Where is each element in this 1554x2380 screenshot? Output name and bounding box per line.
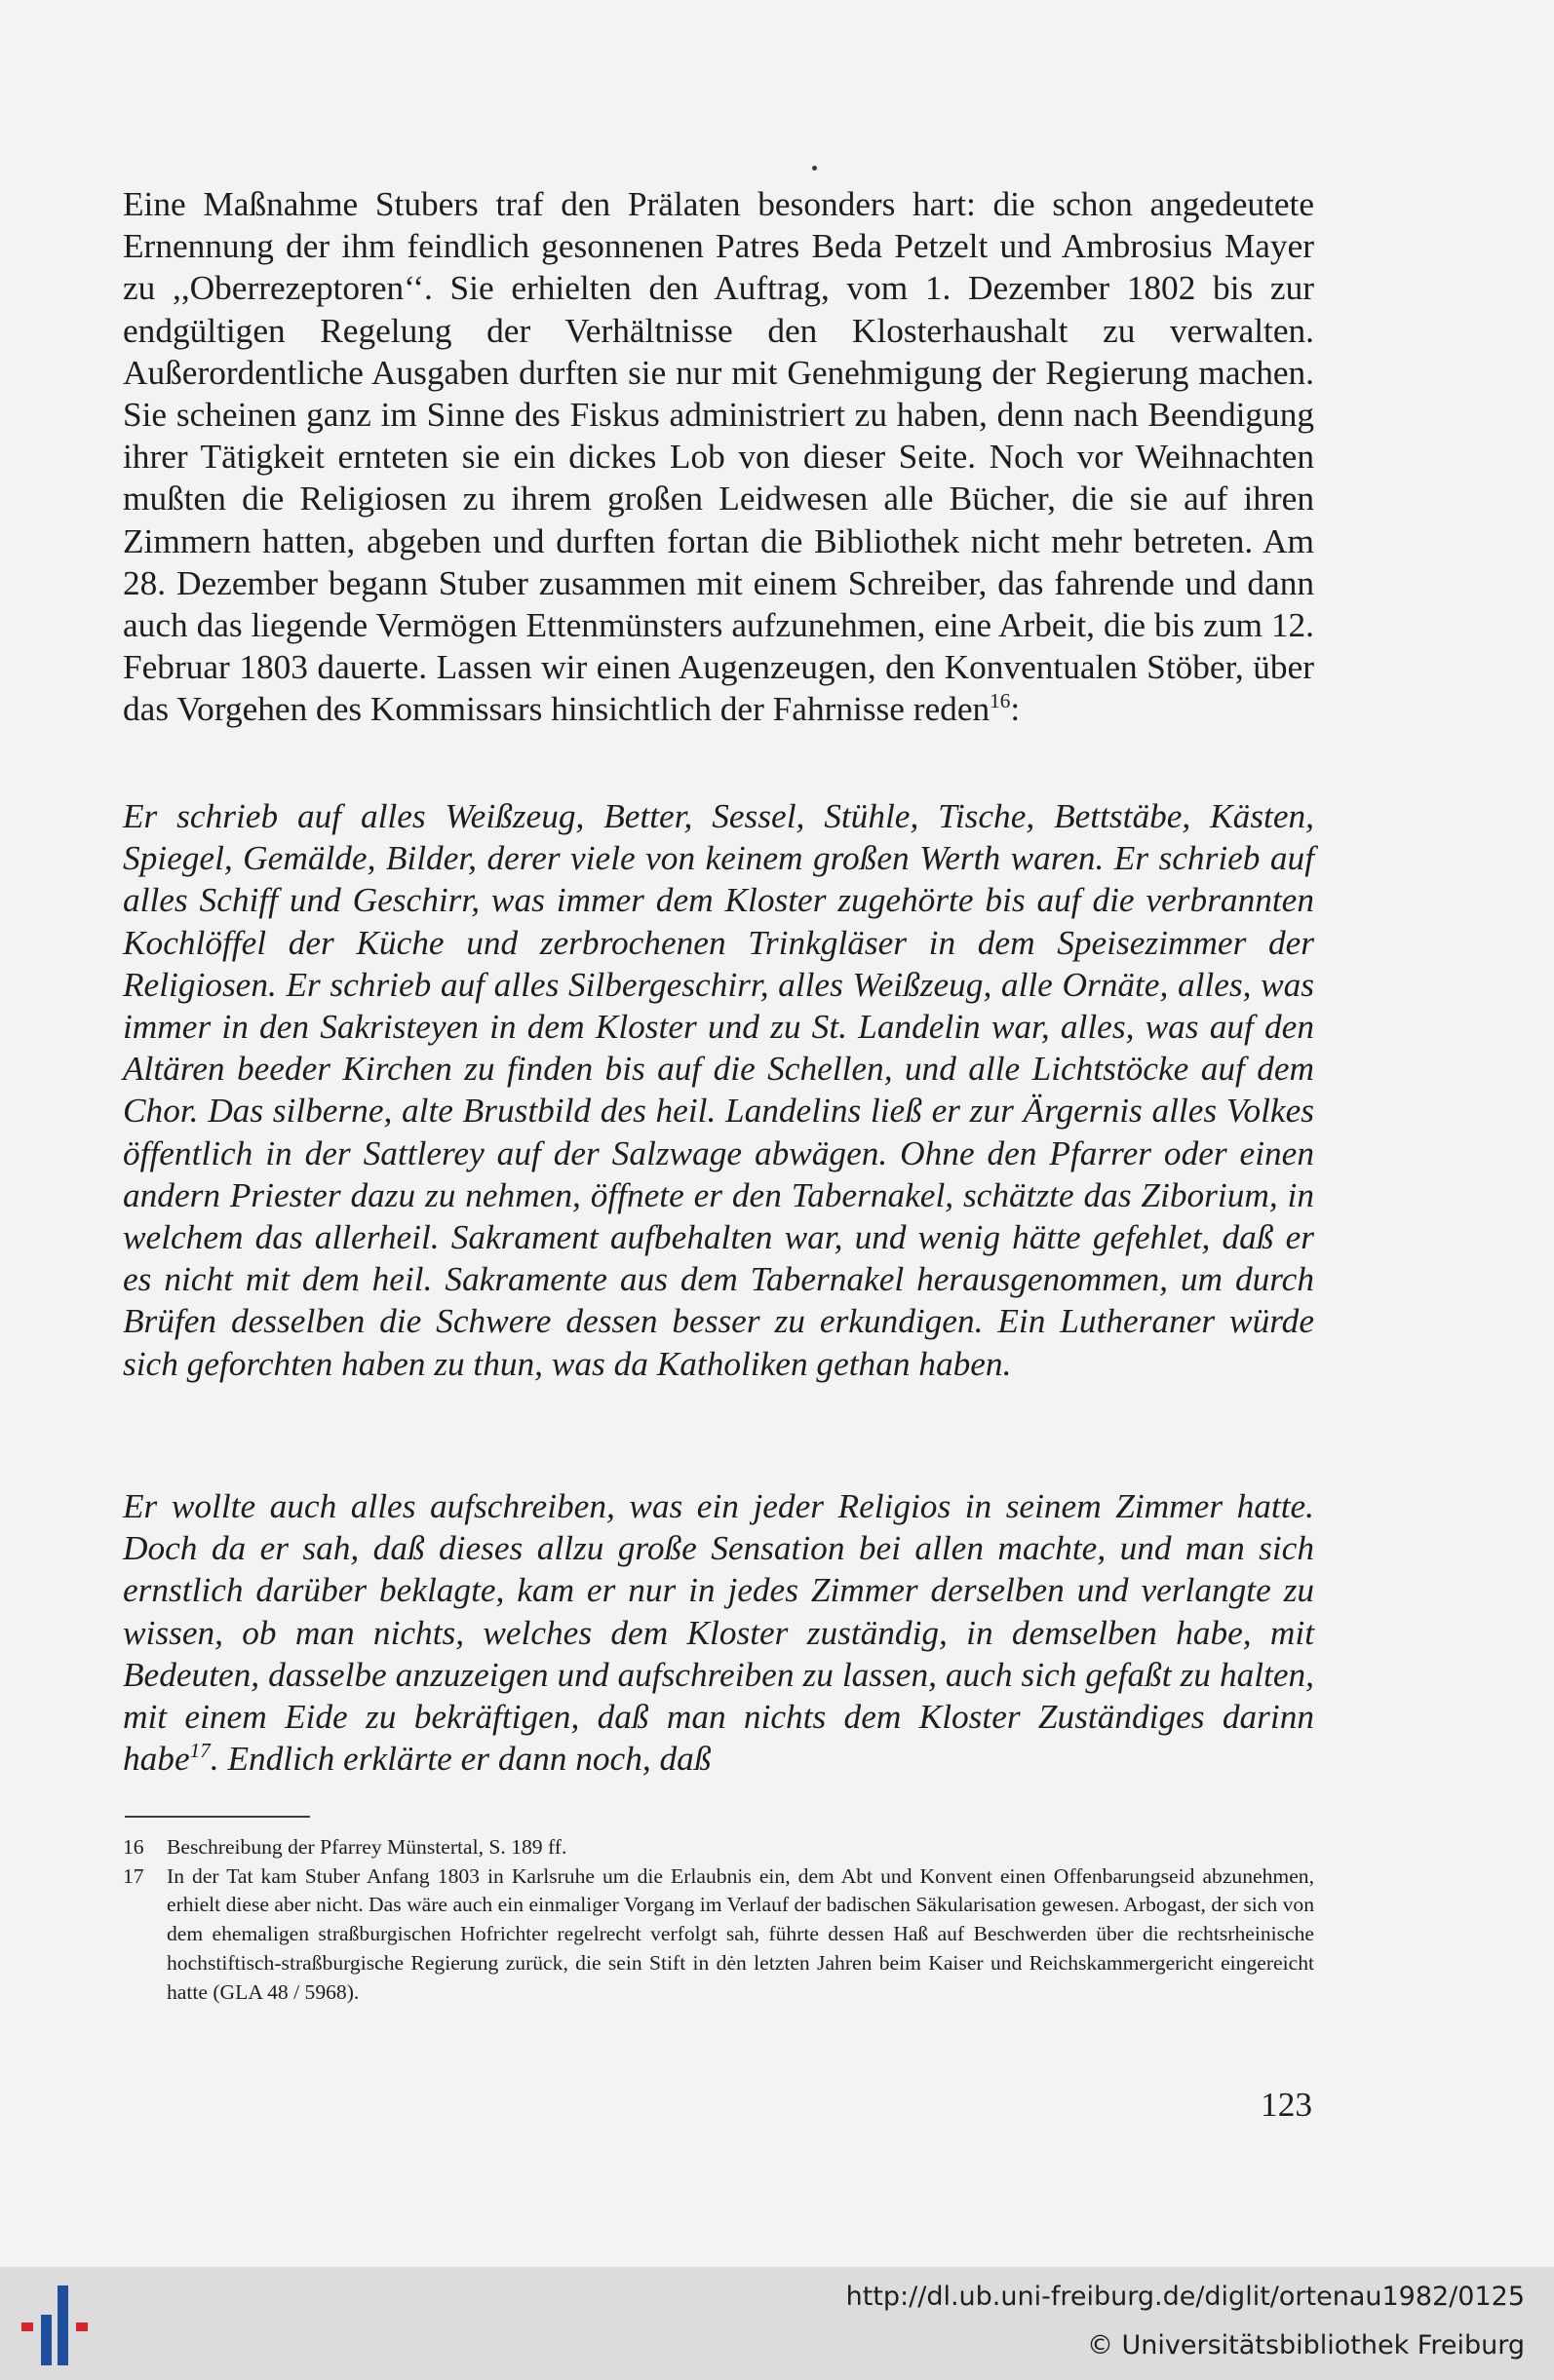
print-mark bbox=[812, 166, 817, 171]
footnote-divider bbox=[125, 1816, 310, 1818]
page-number: 123 bbox=[1261, 2086, 1312, 2124]
footnote-text: Beschreibung der Pfarrey Münstertal, S. 189 ff. bbox=[167, 1835, 567, 1859]
footer-url-link[interactable]: http://dl.ub.uni-freiburg.de/diglit/ortenau1982/0125 bbox=[845, 2282, 1525, 2312]
quote-2-paragraph bbox=[123, 1485, 1314, 1780]
footnote-number: 16 bbox=[123, 1835, 144, 1859]
quote-block-1 bbox=[123, 795, 1314, 1385]
paragraph-text bbox=[123, 183, 1314, 731]
body-paragraph bbox=[123, 183, 1314, 731]
footnote-number: 17 bbox=[123, 1863, 144, 1888]
footer-copyright: © Universitätsbibliothek Freiburg bbox=[1086, 2330, 1525, 2361]
footnote-17 bbox=[123, 1862, 1314, 2008]
quote-1-text: Er schrieb auf alles Weißzeug, Better, Sessel, Stühle, Tische, Bettstäbe, Kästen, Spiegel, Gemälde, Bilder, derer viele von keinem großen Werth waren. Er schrieb auf alles Schiff und Geschirr, was immer dem Kloster zugehörte bis auf die verbrannten Kochlöffel der Küche und zerbrochenen Trinkgläser in dem Speisezimmer der Religiosen. Er schrieb auf alles Silbergeschirr, alles Weißzeug, alle Ornäte, alles, was immer in den Sakristeyen in dem Kloster und zu St. Landelin war, alles, was auf den Altären beeder Kirchen zu finden bis auf die Schellen, und alle Lichtstöcke auf dem Chor. Das silberne, alte Brustbild des heil. Landelins ließ er zur Ärgernis alles Volkes öffentlich in der Sattlerey auf der Salzwage abwägen. Ohne den Pfarrer oder einen andern Priester dazu zu nehmen, öffnete er den Tabernakel, schätzte das Ziborium, in welchem das allerheil. Sakrament aufbehalten war, und wenig hätte gefehlet, daß er es nicht mit dem heil. Sakramente aus dem Tabernakel herausgenommen, um durch Brüfen desselben die Schwere dessen besser zu erkundigen. Ein Lutheraner würde sich geforchten haben zu thun, was da Katholiken gethan haben. bbox=[123, 797, 1314, 1383]
footnotes bbox=[123, 1833, 1314, 2007]
footnote-text: In der Tat kam Stuber Anfang 1803 in Karlsruhe um die Erlaubnis ein, dem Abt und Konvent einen Offenbarungseid abzunehmen, erhielt diese aber nicht. Das wäre auch ein einmaliger Vorgang im Verlauf der badischen Säkularisation gewesen. Arbogast, der sich von dem ehemaligen straßburgischen Hofrichter regelrecht verfolgt sah, führte dessen Haß auf Beschwerden über die rechtsrheinische hochstiftisch-straßburgische Regierung zurück, die sein Stift in dėn letzten Jahren beim Kaiser und Reichskammergericht eingereicht hatte (GLA 48 / 5968). bbox=[167, 1863, 1314, 2004]
footnote-ref-16[interactable]: 16 bbox=[990, 689, 1011, 713]
footnote-ref-17[interactable]: 17 bbox=[189, 1739, 211, 1763]
paragraph-1-tail: : bbox=[1010, 690, 1021, 729]
quote-block-2 bbox=[123, 1485, 1314, 1780]
quote-2-text: Er wollte auch alles aufschreiben, was ein jeder Religios in seinem Zimmer hatte. Doch da er sah, daß dieses allzu große Sensation bei allen machte, und man sich ernstlich darüber beklagte, kam er nur in jedes Zimmer derselben und verlangte zu wissen, ob man nichts, welches dem Kloster zuständig, in demselben habe, mit Bedeuten, dasselbe anzuzeigen und aufschreiben zu lassen, auch sich gefaßt zu halten, mit einem Eide zu bekräftigen, daß man nichts dem Kloster Zuständiges darinn habe bbox=[123, 1487, 1314, 1779]
ub-freiburg-logo-icon[interactable] bbox=[18, 2280, 105, 2369]
quote-2-tail: . Endlich erklärte er dann noch, daß bbox=[210, 1740, 712, 1779]
footnote-16 bbox=[123, 1833, 1314, 1862]
paragraph-1-text: Eine Maßnahme Stubers traf den Prälaten besonders hart: die schon angedeutete Ernennung der ihm feindlich gesonnenen Patres Beda Petzelt und Ambrosius Mayer zu ,,Oberrezeptoren‘‘. Sie erhielten den Auftrag, vom 1. Dezember 1802 bis zur endgültigen Regelung der Verhältnisse den Klosterhaushalt zu verwalten. Außerordentliche Ausgaben durften sie nur mit Genehmigung der Regierung machen. Sie scheinen ganz im Sinne des Fiskus administriert zu haben, denn nach Beendigung ihrer Tätigkeit ernteten sie ein dickes Lob von dieser Seite. Noch vor Weihnachten mußten die Religiosen zu ihrem großen Leidwesen alle Bücher, die sie auf ihren Zimmern hatten, abgeben und durften fortan die Bibliothek nicht mehr betreten. Am 28. Dezember begann Stuber zusammen mit einem Schreiber, das fahrende und dann auch das liegende Vermögen Ettenmünsters aufzunehmen, eine Arbeit, die bis zum 12. Februar 1803 dauerte. Lassen wir einen Augenzeugen, den Konventualen Stöber, über das Vorgehen des Kommissars hinsichtlich der Fahrnisse reden bbox=[123, 185, 1314, 729]
